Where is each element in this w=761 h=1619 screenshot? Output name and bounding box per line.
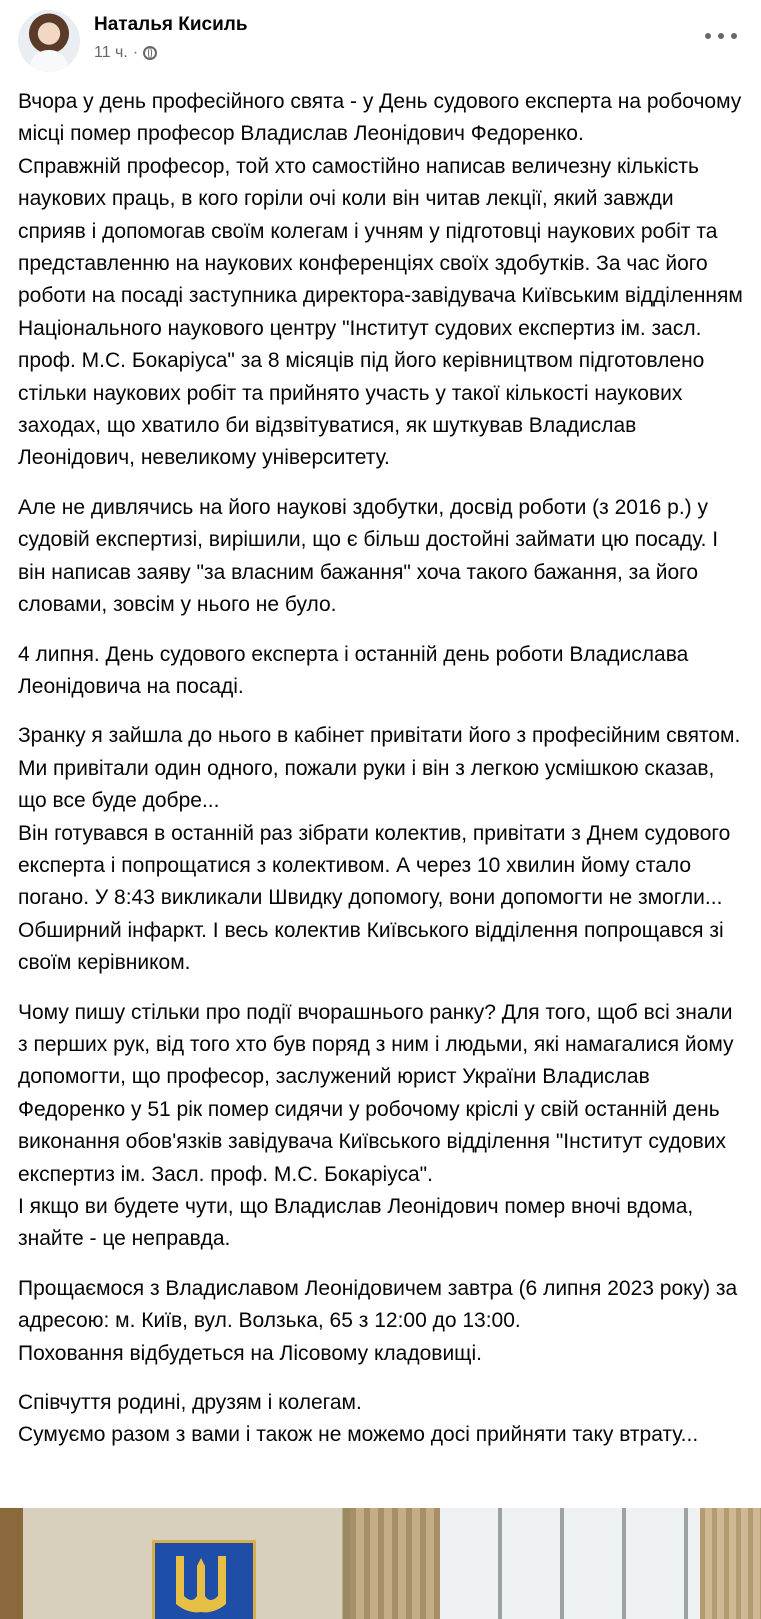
window [440,1508,695,1619]
post-paragraph: Співчуття родині, друзям і колегам. Сумуємо разом з вами і також не можемо досі прийняти таку втрату... [18,1391,699,1447]
author-avatar[interactable] [18,10,80,72]
more-dot [731,33,737,39]
more-options-button[interactable] [705,26,737,46]
post-paragraph: Зранку я зайшла до нього в кабінет привітати його з професійним святом. Ми привітали один одного, пожали руки і він з легкою усмішкою сказав, що все буде добре... Він готувався в останній раз зібрати колектив, привітати з Днем судового експерта і попрощатися з колективом. А через 10 хвилин йому стало погано. У 8:43 викликали Швидку допомогу, вони допомогти не змогли... Обширний інфаркт. І весь колектив Київського відділення попрощався зі своїм керівником. [18,724,741,975]
globe-icon[interactable] [143,46,157,60]
post-paragraph: Чому пишу стільки про події вчорашнього ранку? Для того, щоб всі знали з перших рук, від того хто був поряд з ним і людьми, які намагалися йому допомогти, що професор, заслужений юрист України Владислав Федоренко у 51 рік помер сидячи у робочому кріслі у свій останній день виконання обов'язків завідувача Київського відділення "Інститут судових експертиз ім. Засл. проф. М.С. Бокаріуса". І якщо ви будете чути, що Владислав Леонідович помер вночі вдома, знайте - це неправда. [18,1000,734,1251]
author-name[interactable]: Наталья Кисиль [94,14,248,35]
post-header [0,0,761,82]
post-paragraph: 4 липня. День судового експерта і останній день роботи Владислава Леонідовича на посаді. [18,642,689,698]
post-text [18,86,743,1469]
curtain-right [700,1508,761,1619]
trident-icon [170,1552,232,1619]
post-time[interactable]: 11 ч. [94,44,128,61]
more-horizontal-icon [705,33,711,39]
more-dot [718,33,724,39]
meta-separator: · [132,44,139,61]
curtain-left [350,1508,440,1619]
post-paragraph: Прощаємося з Владиславом Леонідовичем завтра (6 липня 2023 року) за адресою: м. Київ, вул. Волзька, 65 з 12:00 до 13:00. Поховання відбудеться на Лісовому кладовищі. [18,1276,738,1365]
post-paragraph: Але не дивлячись на його наукові здобутки, досвід роботи (з 2016 р.) у судовій експертизі, вирішили, що є більш достойні займати цю посаду. І він написав заяву "за власним бажання" хоча такого бажання, за його словами, зовсім у нього не було. [18,495,719,617]
post-meta [94,44,157,62]
post-paragraph: Вчора у день професійного свята - у День судового експерта на робочому місці помер професор Владислав Леонідович Федоренко. Справжній професор, той хто самостійно написав величезну кількість наукових праць, в кого горіли очі коли він читав лекції, який завжди сприяв і допомогав своїм колегам і учням у підготовці наукових робіт та представленню на наукових конференціях своїх здобутків. За час його роботи на посаді заступника директора-завідувача Київським відділенням Національного наукового центру "Інститут судових експертиз ім. засл. проф. М.С. Бокаріуса" за 8 місяців під його керівництвом підготовлено стільки наукових робіт та прийнято участь у такої кількості наукових заходах, що хватило би відзвітуватися, як шуткував Владислав Леонідович, невеликому університету. [18,90,743,470]
post-photo[interactable] [0,1508,761,1619]
